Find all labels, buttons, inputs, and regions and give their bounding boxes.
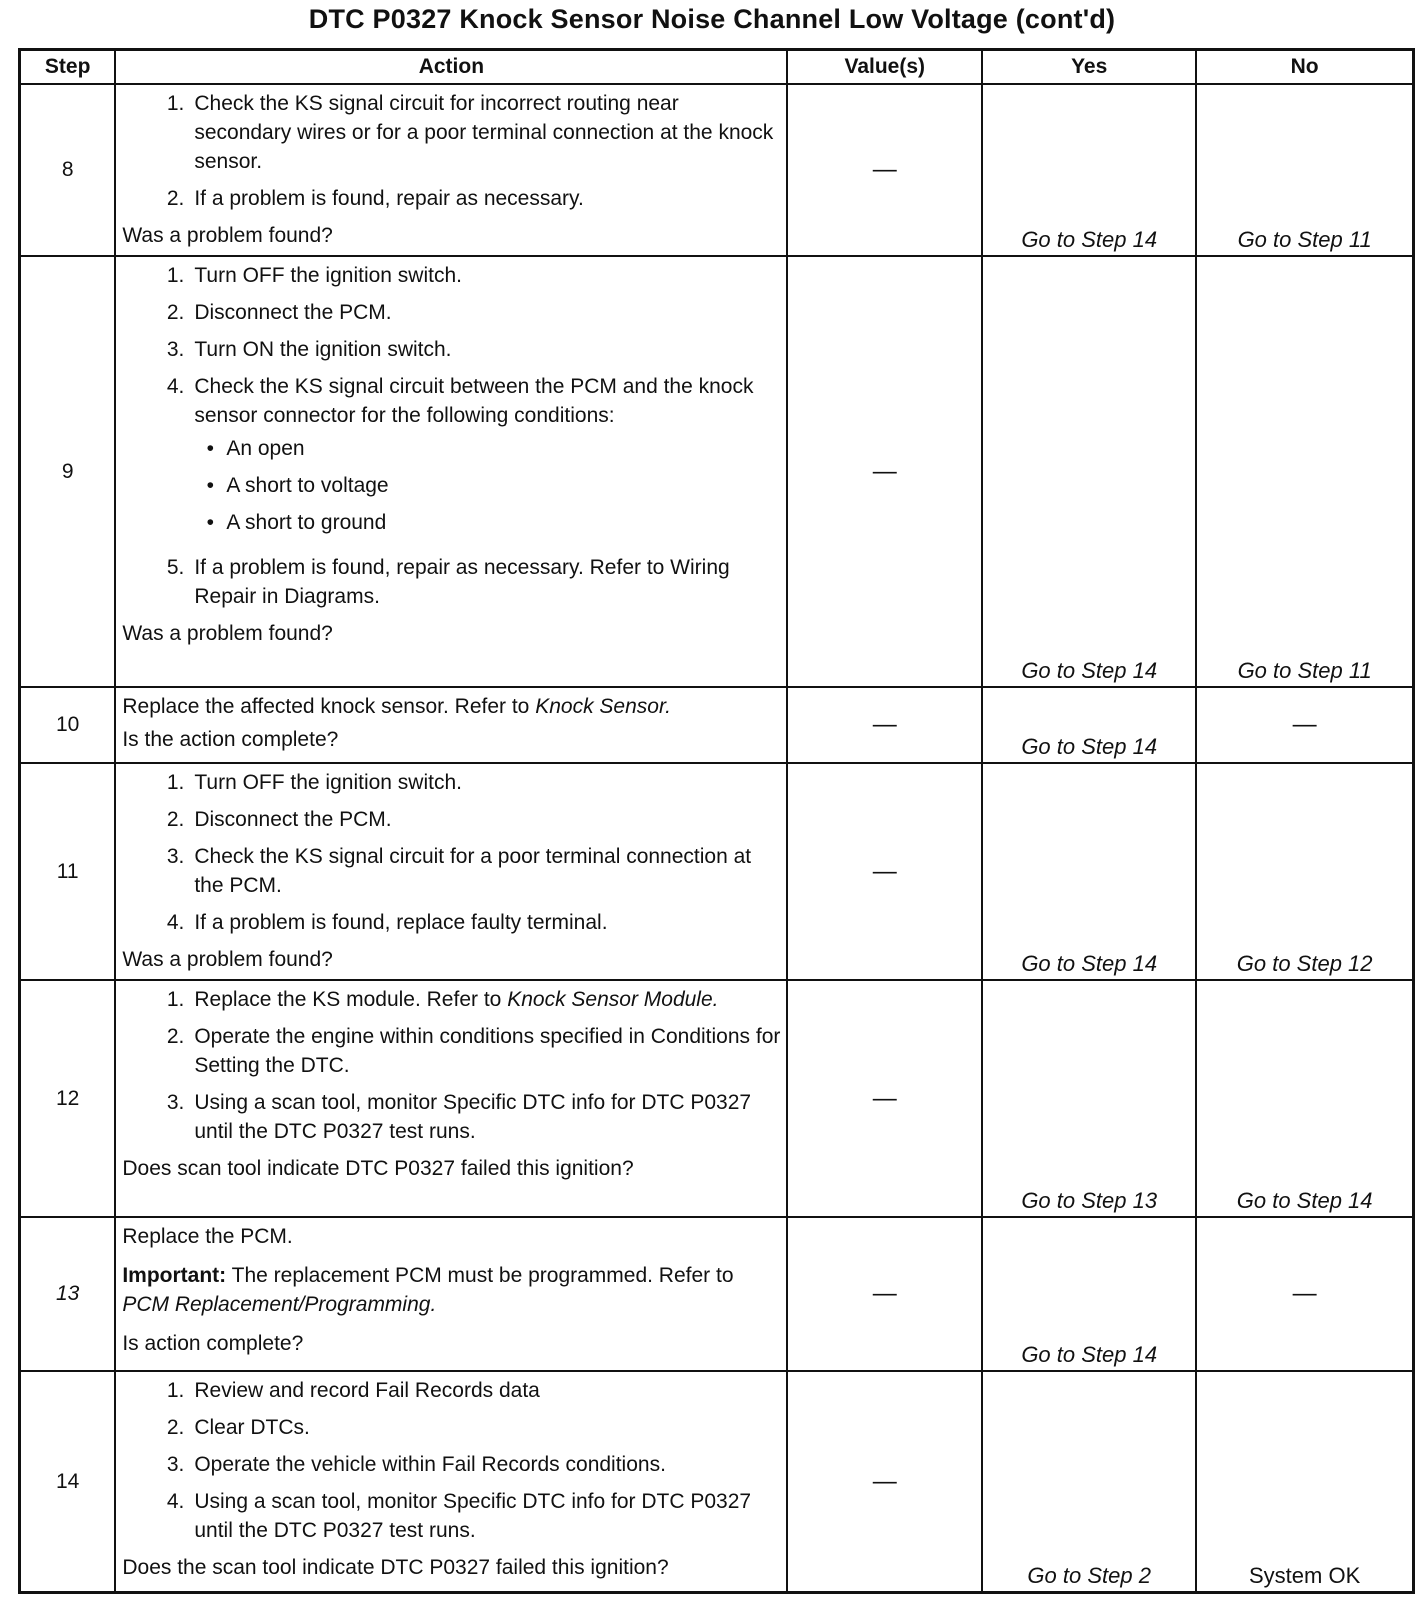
yes-cell: Go to Step 14	[982, 84, 1196, 256]
list-item: 2. Disconnect the PCM.	[166, 301, 392, 325]
bullet-item: • A short to ground	[206, 511, 387, 535]
value-cell: —	[787, 256, 982, 687]
list-item: 4. If a problem is found, replace faulty terminal.	[166, 911, 608, 935]
value-cell: —	[787, 980, 982, 1217]
step-number: 9	[20, 256, 116, 687]
step-number: 12	[20, 980, 116, 1217]
table-row	[20, 687, 1414, 763]
list-item: 2. Disconnect the PCM.	[166, 808, 392, 832]
action-cell	[115, 256, 787, 687]
action-cell	[115, 687, 787, 763]
question: Is the action complete?	[122, 728, 339, 752]
page-title: DTC P0327 Knock Sensor Noise Channel Low Voltage (cont'd)	[308, 4, 1116, 34]
header-values: Value(s)	[787, 50, 982, 85]
action-cell	[115, 1371, 787, 1592]
table-row	[20, 84, 1414, 256]
no-cell: —	[1196, 687, 1413, 763]
numbered-list	[122, 1376, 780, 1545]
list-item: 1. Turn OFF the ignition switch.	[166, 771, 462, 795]
header-step: Step	[20, 50, 116, 85]
reference-link: Knock Sensor Module.	[507, 988, 719, 1012]
question: Was a problem found?	[122, 622, 333, 646]
value-cell: —	[787, 763, 982, 980]
no-cell: System OK	[1196, 1371, 1413, 1592]
question: Does the scan tool indicate DTC P0327 failed this ignition?	[122, 1556, 669, 1580]
step-number: 14	[20, 1371, 116, 1592]
yes-cell: Go to Step 13	[982, 980, 1196, 1217]
action-cell	[115, 763, 787, 980]
bullet-item: • An open	[206, 437, 305, 461]
header-no: No	[1196, 50, 1413, 85]
list-item: 3. Turn ON the ignition switch.	[166, 338, 452, 362]
list-item: 2. Clear DTCs.	[166, 1416, 310, 1440]
value-cell: —	[787, 687, 982, 763]
bullet-item: • A short to voltage	[206, 474, 389, 498]
header-action: Action	[115, 50, 787, 85]
value-cell: —	[787, 1217, 982, 1371]
numbered-list	[122, 261, 780, 611]
list-item: 2. Operate the engine within conditions specified in Conditions for Setting the DTC.	[166, 1025, 781, 1078]
list-item: 1. Replace the KS module. Refer to Knock Sensor Module.	[166, 988, 719, 1012]
table-header-row	[20, 50, 1414, 85]
list-item: 3. Operate the vehicle within Fail Records conditions.	[166, 1453, 666, 1477]
no-cell: Go to Step 12	[1196, 763, 1413, 980]
list-item: 4. Check the KS signal circuit between the PCM and the knock sensor connector for the following conditions: • An open • A short to voltage • A short to ground	[122, 372, 780, 545]
action-cell	[115, 1217, 787, 1371]
yes-cell: Go to Step 2	[982, 1371, 1196, 1592]
yes-cell: Go to Step 14	[982, 687, 1196, 763]
question: Was a problem found?	[122, 948, 333, 972]
numbered-list	[122, 768, 780, 937]
numbered-list	[122, 985, 780, 1146]
reference-link: Knock Sensor.	[535, 695, 672, 719]
list-item: 3. Check the KS signal circuit for a poor terminal connection at the PCM.	[166, 845, 752, 898]
table-row	[20, 1371, 1414, 1592]
yes-cell: Go to Step 14	[982, 1217, 1196, 1371]
step-number: 13	[20, 1217, 116, 1371]
yes-cell: Go to Step 14	[982, 763, 1196, 980]
action-cell	[115, 980, 787, 1217]
step-number: 11	[20, 763, 116, 980]
table-row	[20, 763, 1414, 980]
no-cell: Go to Step 11	[1196, 84, 1413, 256]
question: Is action complete?	[122, 1332, 304, 1356]
numbered-list	[122, 89, 780, 213]
reference-link: PCM Replacement/Programming.	[122, 1293, 437, 1317]
question: Does scan tool indicate DTC P0327 failed this ignition?	[122, 1157, 634, 1181]
step-number: 10	[20, 687, 116, 763]
value-cell: —	[787, 1371, 982, 1592]
yes-cell: Go to Step 14	[982, 256, 1196, 687]
table-row	[20, 1217, 1414, 1371]
table-row	[20, 980, 1414, 1217]
list-item: 4. Using a scan tool, monitor Specific DTC info for DTC P0327 until the DTC P0327 test runs.	[166, 1490, 752, 1543]
action-text: Replace the PCM.	[122, 1225, 293, 1249]
value-cell: —	[787, 84, 982, 256]
list-item: 5. If a problem is found, repair as necessary. Refer to Wiring Repair in Diagrams.	[166, 556, 730, 609]
no-cell: Go to Step 14	[1196, 980, 1413, 1217]
action-text: Replace the affected knock sensor. Refer to Knock Sensor.	[122, 695, 672, 719]
diagnostic-table	[18, 48, 1415, 1594]
bullet-list	[194, 434, 780, 537]
list-item: 1. Review and record Fail Records data	[166, 1379, 540, 1403]
list-item: 2. If a problem is found, repair as necessary.	[166, 187, 584, 210]
list-item: 1. Check the KS signal circuit for incorrect routing near secondary wires or for a poor terminal connection at the knock sensor.	[166, 92, 774, 173]
no-cell: Go to Step 11	[1196, 256, 1413, 687]
no-cell: —	[1196, 1217, 1413, 1371]
list-item: 3. Using a scan tool, monitor Specific DTC info for DTC P0327 until the DTC P0327 test runs.	[166, 1091, 752, 1144]
step-number: 8	[20, 84, 116, 256]
table-row	[20, 256, 1414, 687]
question: Was a problem found?	[122, 224, 333, 247]
header-yes: Yes	[982, 50, 1196, 85]
important-note: Important: The replacement PCM must be programmed. Refer to PCM Replacement/Programming.	[122, 1264, 734, 1317]
action-cell	[115, 84, 787, 256]
list-item: 1. Turn OFF the ignition switch.	[166, 264, 462, 288]
